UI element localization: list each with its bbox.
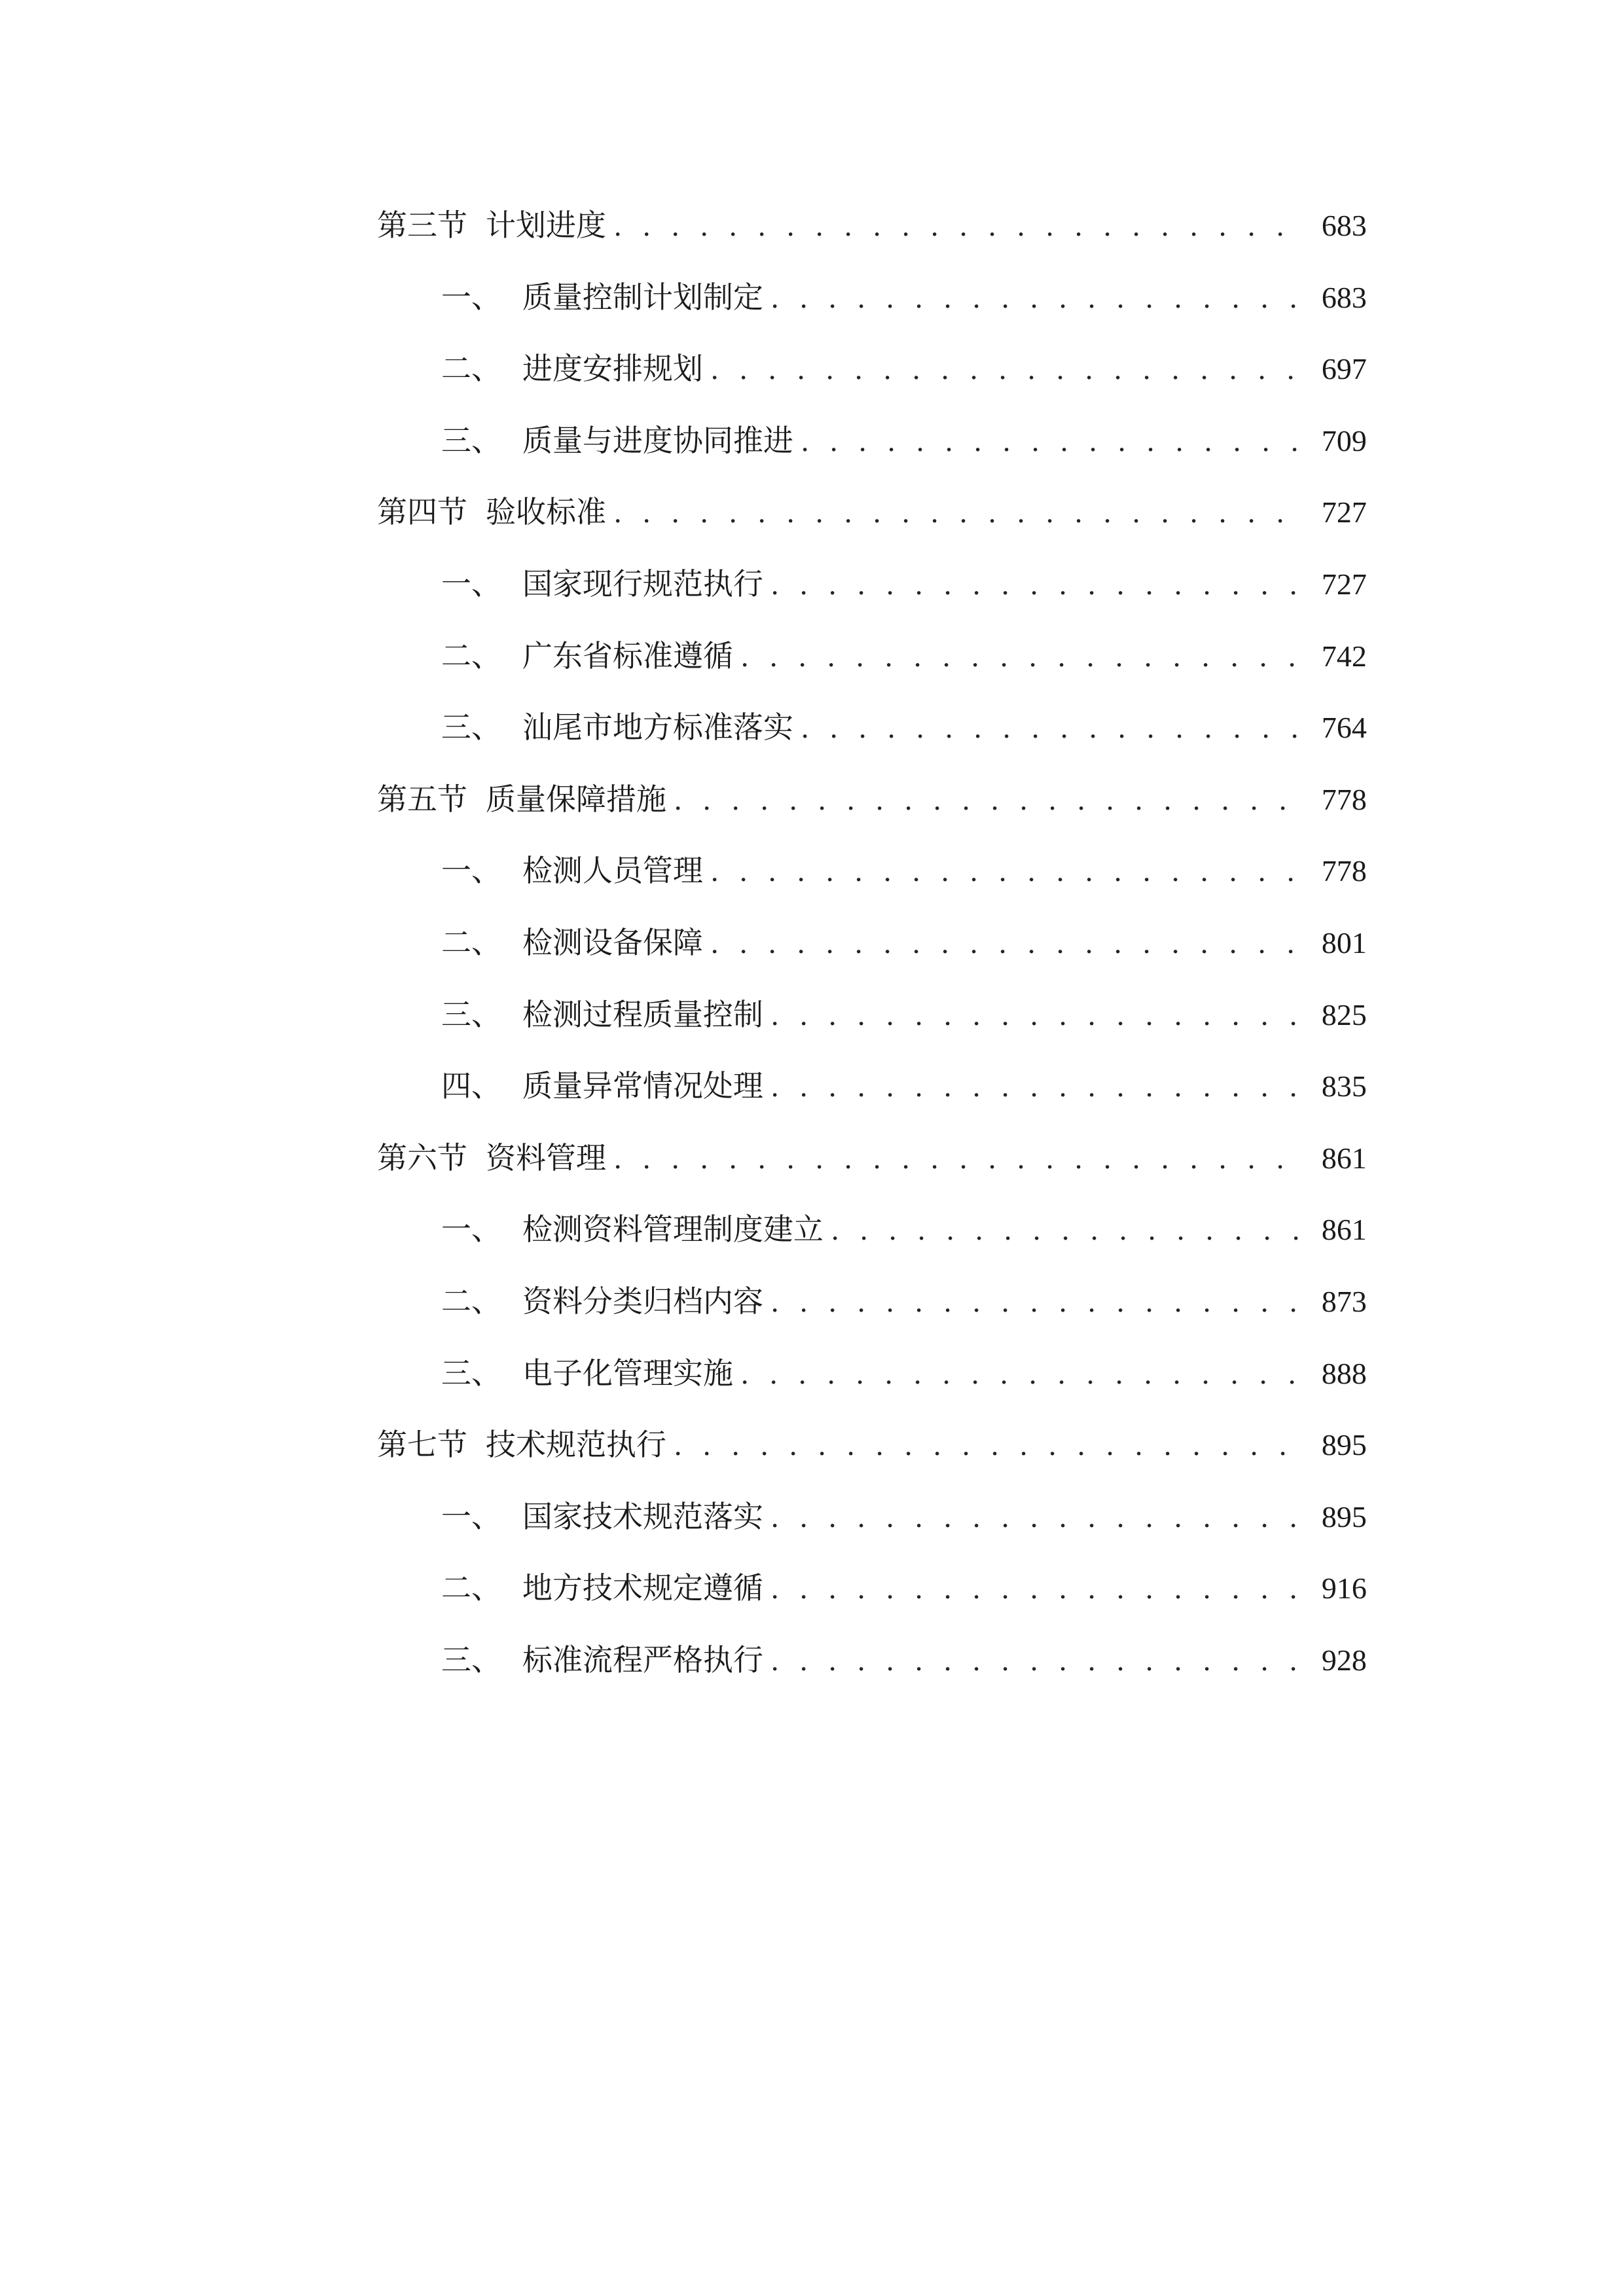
toc-number: 一、	[441, 279, 501, 315]
toc-number: 一、	[441, 565, 501, 601]
toc-leader-dots	[771, 1050, 1305, 1122]
toc-page-number: 683	[1322, 280, 1367, 314]
toc-number: 第五节	[377, 781, 467, 817]
toc-page-number: 683	[1322, 209, 1367, 242]
toc-label: 验收标准	[486, 494, 606, 530]
toc-label: 检测资料管理制度建立	[522, 1211, 823, 1247]
toc-subsection-entry[interactable]	[377, 692, 1367, 764]
toc-section-entry[interactable]	[377, 476, 1367, 548]
toc-label: 标准流程严格执行	[522, 1641, 763, 1677]
toc-label: 国家技术规范落实	[522, 1498, 763, 1534]
toc-subsection-entry[interactable]	[377, 1194, 1367, 1266]
toc-leader-dots	[771, 979, 1305, 1051]
toc-leader-dots	[771, 1624, 1305, 1696]
toc-page-number: 895	[1322, 1499, 1367, 1534]
toc-number: 二、	[441, 1283, 501, 1319]
toc-subsection-entry[interactable]	[377, 1481, 1367, 1553]
toc-subsection-entry[interactable]	[377, 907, 1367, 979]
toc-number: 一、	[441, 1211, 501, 1247]
toc-leader-dots	[711, 333, 1305, 405]
toc-page-number: 778	[1322, 782, 1367, 816]
toc-label: 质量保障措施	[486, 781, 666, 817]
toc-label: 广东省标准遵循	[522, 637, 733, 673]
toc-label: 计划进度	[486, 207, 606, 243]
toc-leader-dots	[711, 835, 1305, 907]
toc-label: 电子化管理实施	[522, 1355, 733, 1391]
toc-leader-dots	[614, 476, 1305, 548]
toc-label: 检测过程质量控制	[522, 996, 763, 1032]
table-of-contents	[377, 190, 1367, 1696]
toc-leader-dots	[801, 692, 1305, 764]
toc-label: 质量异常情况处理	[522, 1068, 763, 1104]
toc-label: 检测设备保障	[522, 924, 703, 960]
toc-page-number: 727	[1322, 567, 1367, 601]
toc-number: 三、	[441, 1355, 501, 1391]
toc-number: 二、	[441, 351, 501, 387]
toc-page-number: 873	[1322, 1284, 1367, 1318]
toc-page-number: 764	[1322, 711, 1367, 745]
toc-subsection-entry[interactable]	[377, 1266, 1367, 1338]
toc-leader-dots	[831, 1194, 1305, 1266]
toc-subsection-entry[interactable]	[377, 835, 1367, 907]
toc-subsection-entry[interactable]	[377, 979, 1367, 1051]
toc-subsection-entry[interactable]	[377, 1552, 1367, 1624]
toc-page-number: 801	[1322, 925, 1367, 960]
toc-label: 汕尾市地方标准落实	[522, 709, 793, 745]
toc-leader-dots	[771, 262, 1305, 334]
toc-number: 三、	[441, 996, 501, 1032]
toc-page-number: 697	[1322, 352, 1367, 386]
toc-leader-dots	[801, 405, 1305, 477]
toc-section-entry[interactable]	[377, 190, 1367, 262]
toc-subsection-entry[interactable]	[377, 1050, 1367, 1122]
toc-page-number: 727	[1322, 495, 1367, 529]
toc-page-number: 709	[1322, 423, 1367, 457]
toc-label: 国家现行规范执行	[522, 565, 763, 601]
toc-number: 第四节	[377, 494, 467, 530]
toc-leader-dots	[674, 1409, 1305, 1481]
toc-number: 第六节	[377, 1139, 467, 1175]
toc-page-number: 825	[1322, 997, 1367, 1031]
toc-page-number: 778	[1322, 854, 1367, 888]
toc-page-number: 835	[1322, 1069, 1367, 1103]
toc-subsection-entry[interactable]	[377, 405, 1367, 477]
toc-number: 二、	[441, 924, 501, 960]
toc-page-number: 742	[1322, 639, 1367, 673]
toc-leader-dots	[711, 907, 1305, 979]
toc-leader-dots	[741, 620, 1305, 692]
toc-number: 三、	[441, 1641, 501, 1677]
toc-page-number: 916	[1322, 1571, 1367, 1605]
toc-leader-dots	[614, 190, 1305, 262]
toc-section-entry[interactable]	[377, 764, 1367, 836]
toc-label: 技术规范执行	[486, 1427, 666, 1463]
toc-number: 三、	[441, 422, 501, 458]
toc-section-entry[interactable]	[377, 1409, 1367, 1481]
toc-page-number: 861	[1322, 1213, 1367, 1247]
toc-leader-dots	[771, 1481, 1305, 1553]
toc-leader-dots	[741, 1338, 1305, 1410]
toc-number: 一、	[441, 1498, 501, 1534]
toc-leader-dots	[771, 1266, 1305, 1338]
toc-page-number: 928	[1322, 1643, 1367, 1677]
toc-number: 四、	[441, 1068, 501, 1104]
toc-label: 资料分类归档内容	[522, 1283, 763, 1319]
toc-leader-dots	[614, 1122, 1305, 1194]
toc-number: 一、	[441, 853, 501, 889]
toc-label: 进度安排规划	[522, 351, 703, 387]
toc-section-entry[interactable]	[377, 1122, 1367, 1194]
toc-subsection-entry[interactable]	[377, 1624, 1367, 1696]
toc-number: 第七节	[377, 1427, 467, 1463]
toc-subsection-entry[interactable]	[377, 548, 1367, 620]
toc-subsection-entry[interactable]	[377, 620, 1367, 692]
toc-number: 第三节	[377, 207, 467, 243]
toc-label: 质量与进度协同推进	[522, 422, 793, 458]
toc-subsection-entry[interactable]	[377, 262, 1367, 334]
toc-page-number: 895	[1322, 1428, 1367, 1462]
toc-label: 检测人员管理	[522, 853, 703, 889]
toc-leader-dots	[674, 764, 1305, 836]
toc-label: 地方技术规定遵循	[522, 1570, 763, 1606]
toc-number: 二、	[441, 637, 501, 673]
toc-label: 资料管理	[486, 1139, 606, 1175]
toc-leader-dots	[771, 548, 1305, 620]
toc-number: 二、	[441, 1570, 501, 1606]
toc-subsection-entry[interactable]	[377, 1338, 1367, 1410]
toc-page-number: 861	[1322, 1141, 1367, 1175]
toc-number: 三、	[441, 709, 501, 745]
toc-page-number: 888	[1322, 1356, 1367, 1390]
toc-leader-dots	[771, 1552, 1305, 1624]
toc-subsection-entry[interactable]	[377, 333, 1367, 405]
toc-label: 质量控制计划制定	[522, 279, 763, 315]
